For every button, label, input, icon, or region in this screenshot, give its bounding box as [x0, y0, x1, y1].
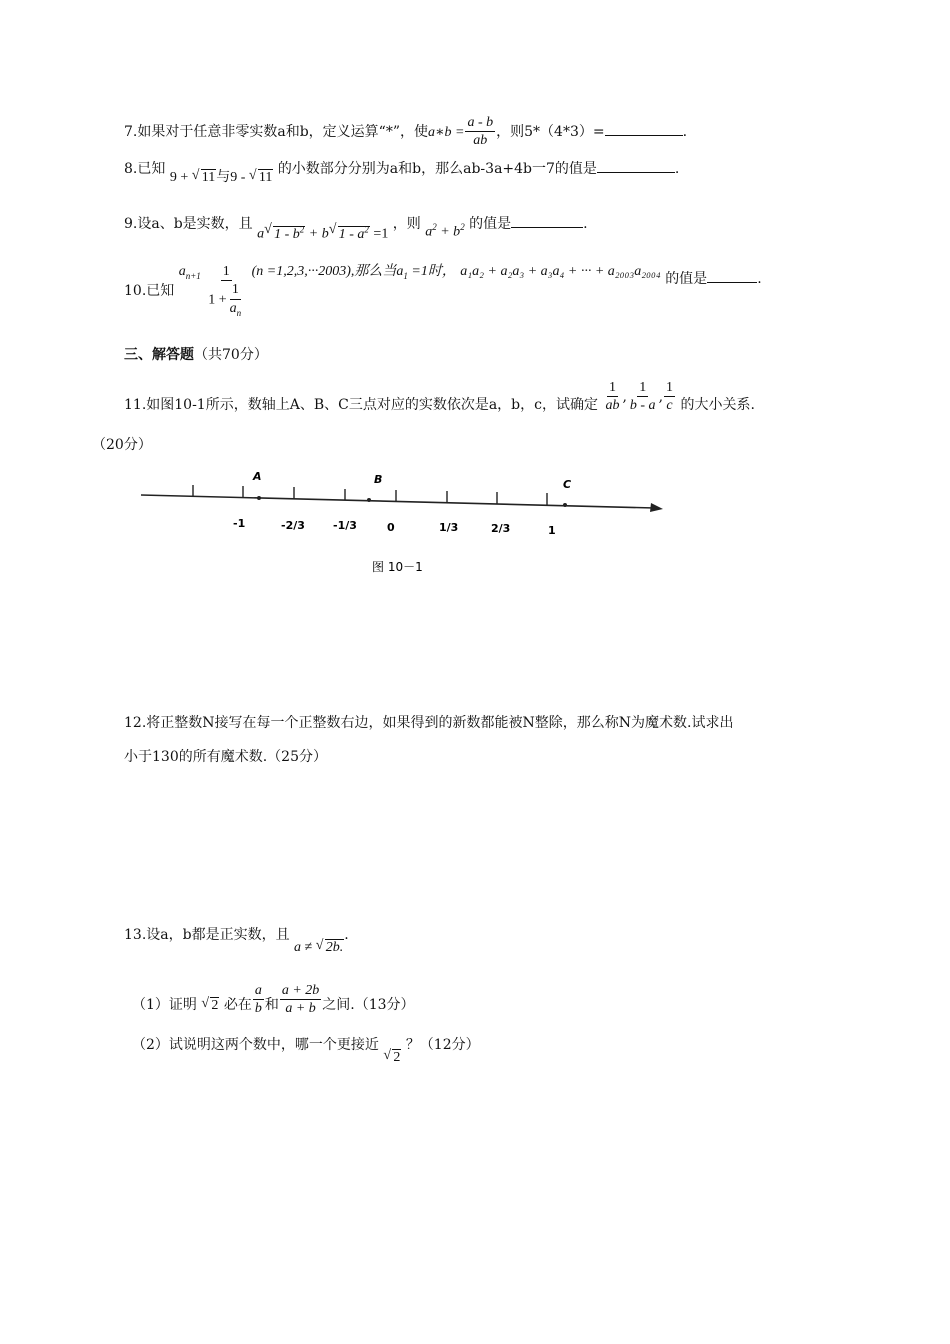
question-13: [124, 927, 349, 955]
q8-text-post: 的小数部分分别为a和b，那么ab-3a+4b一7的值是: [277, 161, 597, 177]
question-13-part-1: [132, 983, 415, 1017]
q10-lhs: [179, 265, 201, 281]
q10-inner-den-sub: n: [236, 307, 242, 318]
q10-inner-fraction: [228, 282, 244, 318]
q8-expression: [170, 171, 274, 185]
q13-p1-mid1: 必在: [223, 996, 252, 1013]
q10-frac-den-pre: 1 +: [208, 292, 227, 308]
q13-p1-pre: （1）证明: [132, 996, 197, 1013]
q13-p1-fraction-1: [253, 983, 264, 1017]
q7-answer-blank: [605, 123, 683, 136]
q9-expression: $a^2 + b^2$: [425, 222, 465, 240]
section-3-title: 三、解答题: [124, 347, 194, 363]
q10-sum: a₁a₂ + a₂a₃ + a₃a₄ + ··· + a₂₀₀₃a₂₀₀₄: [460, 264, 661, 279]
q10-frac-num: 1: [221, 264, 232, 281]
q11-fraction-2: [628, 380, 658, 414]
point-c-label: C: [563, 478, 572, 491]
q9-rad2: 1 - a: [338, 227, 365, 242]
question-9: 9.设a、b是实数，且 a√ $1 - b^2 + b√$ $1 - a^2 =1$ ，则 $a^2 + b^2$ 的值是 .: [124, 215, 588, 232]
q7-fraction: [465, 115, 495, 149]
q7-text-post: ，则5*（4*3）=: [496, 123, 605, 140]
q11-text-pre: 11.如图10-1所示，数轴上A、B、C三点对应的实数依次是a，b，c，试确定: [124, 396, 598, 413]
q9-a1: a: [257, 227, 265, 242]
q8-expr1: 9 +: [169, 170, 192, 185]
q9-rad1: 1 - b: [274, 227, 300, 242]
tick-label-1-3: 1/3: [439, 521, 459, 534]
q10-inner-num: 1: [230, 282, 241, 299]
q13-p2-pre: （2）试说明这两个数中，哪一个更接近: [132, 1037, 379, 1053]
q11-f2-num: 1: [637, 380, 648, 397]
q11-text-post: 的大小关系.: [680, 396, 755, 413]
q10-cond-sub: 1: [403, 270, 408, 281]
question-11: 11.如图10-1所示，数轴上A、B、C三点对应的实数依次是a，b，c，试确定 $\frac{1}{ab}$ , $\frac{1}{b - a}$ , $\frac{1}{c}$ 的大小关系.: [124, 380, 755, 414]
tick-label-1: 1: [548, 524, 556, 537]
section-3-note: （共70分）: [194, 347, 268, 363]
q9-expr-a: a: [425, 225, 433, 240]
q10-text-pre: 10.已知: [124, 283, 175, 299]
question-7: 7.如果对于任意非零实数a和b，定义运算“*”，使a∗b = $\frac{a - b}{ab}$ ，则5*（4*3）= .: [124, 115, 688, 149]
q13-p1-sqrt: [201, 999, 219, 1013]
q9-answer-blank: [511, 215, 583, 228]
q9-text-post: 的值是: [469, 216, 512, 232]
q10-cond-post: =1时，: [407, 264, 456, 279]
q8-sqrt2: [249, 171, 273, 185]
q13-p1-f2-num: a + 2b: [280, 983, 321, 1000]
q10-frac-den: [206, 281, 246, 318]
q13-p1-rad: 2: [211, 997, 219, 1013]
q9-text-mid: ，则: [392, 216, 421, 232]
q9-expr-b: + b: [436, 225, 461, 240]
q11-f2-den: b - a: [629, 398, 656, 414]
section-3-header: [124, 348, 268, 362]
q8-sqrt1: [192, 171, 216, 185]
q8-rad1: 11: [201, 170, 216, 185]
q10-answer-blank: [707, 270, 757, 283]
point-a-dot: [257, 496, 261, 500]
point-a-label: A: [253, 470, 262, 483]
q11-fraction-1: [603, 380, 621, 414]
q11-f3-den: c: [666, 398, 673, 414]
q7-lhs: a∗b =: [427, 124, 465, 140]
tick-label-0: 0: [387, 521, 395, 534]
q13-p1-mid2: 和: [264, 996, 279, 1013]
q9-condition: [257, 225, 388, 242]
q8-text-pre: 8.已知: [124, 161, 166, 177]
q13-rad: 2b.: [325, 940, 344, 955]
question-13-part-2: [132, 1037, 480, 1065]
q13-p1-f2-den: a + b: [285, 1001, 316, 1017]
q8-answer-blank: [597, 160, 675, 173]
q11-f1-num: 1: [607, 380, 618, 397]
q13-text-post: .: [344, 927, 349, 943]
q9-eq: =1: [369, 227, 389, 242]
q8-rad2: 11: [258, 170, 273, 185]
figure-caption: 图 10－1: [372, 560, 423, 574]
q13-p2-sqrt: [383, 1051, 401, 1065]
number-line-ticks: [193, 485, 547, 505]
q13-expr: a ≠: [294, 940, 316, 955]
q13-p1-post: 之间.（13分）: [322, 996, 415, 1013]
q10-inner-den: a: [229, 300, 237, 316]
q11-f1-den: ab: [605, 398, 620, 414]
q11-score: （20分）: [92, 437, 152, 453]
q9-plus: + b: [305, 227, 329, 242]
q7-num: a - b: [465, 115, 495, 132]
question-8: 8.已知 9 + √ 11与9 - √ 11 的小数部分分别为a和b，那么ab-3a+4b一7的值是 .: [124, 160, 679, 177]
q10-text-post: 的值是: [665, 271, 708, 287]
q13-p2-rad: 2: [393, 1050, 401, 1065]
question-12-line-1: 12.将正整数N接写在每一个正整数右边，如果得到的新数都能被N整除，那么称N为魔术数.试求出: [124, 715, 734, 731]
q13-sqrt: [316, 941, 345, 955]
q7-text-pre: 7.如果对于任意非零实数a和b，定义运算“*”，使: [124, 123, 428, 140]
point-b-dot: [367, 498, 371, 502]
q11-fraction-3: [664, 380, 675, 414]
tick-label-2-3: 2/3: [491, 522, 511, 535]
q9-sqrt1: √ $1 - b^2$: [264, 225, 305, 242]
number-line-arrow: [650, 503, 663, 512]
q13-p1-f1-num: a: [253, 983, 264, 1000]
q7-den: ab: [473, 133, 488, 149]
q10-condition: [252, 264, 456, 279]
q13-p2-post: ？（12分）: [405, 1037, 480, 1053]
q9-text-pre: 9.设a、b是实数，且: [124, 216, 253, 232]
tick-label-minus-1-3: -1/3: [333, 519, 357, 532]
tick-label-minus-2-3: -2/3: [281, 519, 305, 532]
q10-lhs-a: a: [178, 264, 186, 279]
q10-fraction: [206, 264, 246, 318]
q8-mid: 与9 -: [216, 170, 249, 185]
q13-condition: [294, 941, 344, 955]
q13-p1-f1-den: b: [254, 1001, 262, 1017]
question-12-line-2: 小于130的所有魔术数.（25分）: [124, 749, 327, 765]
q13-p1-fraction-2: [280, 983, 321, 1017]
number-line-figure: [135, 465, 675, 585]
point-c-dot: [563, 503, 567, 507]
q9-sqrt2: √ $1 - a^2$: [329, 225, 370, 242]
q10-cond: (n =1,2,3,···2003),那么当a: [251, 264, 404, 279]
q13-text-pre: 13.设a，b都是正实数，且: [124, 927, 290, 943]
tick-label-minus-1: -1: [233, 517, 246, 530]
number-line-axis: [141, 495, 655, 508]
q11-f3-num: 1: [664, 380, 675, 397]
q10-lhs-sub: n+1: [185, 270, 201, 281]
point-b-label: B: [374, 473, 383, 486]
question-10: 10.已知 $a_{n+1}$ 1 1 + $\frac{1}{a_n}$ (n =1,2,3,···2003),那么当$a_1 =1$时， a₁a₂ + a₂a₃ + a₃a₄ + ··· + a₂₀₀₃a₂₀₀₄ 的值是 .: [124, 264, 762, 318]
